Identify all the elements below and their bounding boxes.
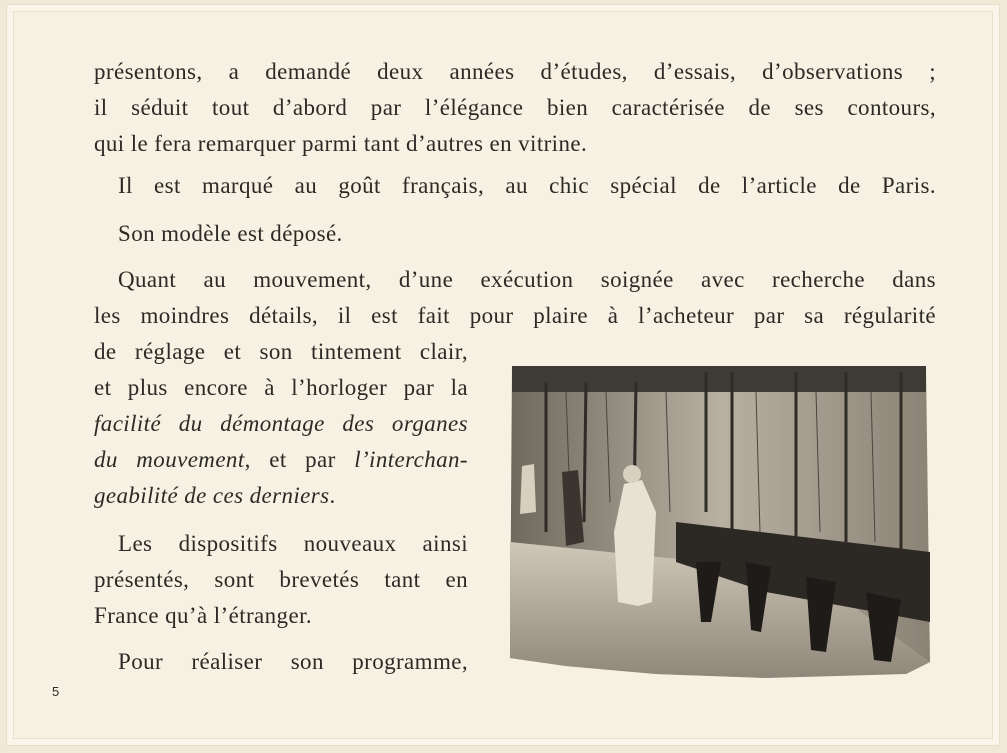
text-line: Pour réaliser son programme, [118,649,468,674]
plain-text: . [329,483,336,508]
text-line-italic [94,406,468,442]
text-line: Son modèle est déposé. [118,221,343,246]
document-page [6,4,1000,746]
italic-text: du mouvement [94,447,245,472]
page-number: 5 [52,684,60,699]
plain-text: , et par [244,447,355,472]
text-line: présentons, a demandé deux années d’études, d’essais, d’observations ; [94,59,936,84]
paragraph-program [94,644,468,680]
italic-text: facilité du démontage des organes [94,411,468,436]
text-line: Il est marqué au goût français, au chic spécial de l’article de Paris. [118,173,936,198]
text-line: et plus encore à l’horloger par la [94,375,468,400]
text-line: les moindres détails, il est fait pour plaire à l’acheteur par sa régularité [94,303,936,328]
factory-workshop-photo [506,362,932,680]
text-line: France qu’à l’étranger. [94,603,313,628]
paragraph-movement [94,262,936,334]
text-line-mixed [94,442,468,478]
text-line: il séduit tout d’abord par l’élégance bien caractérisée de ses contours, [94,95,936,120]
italic-text: geabilité de ces derniers [94,483,330,508]
text-line: Quant au mouvement, d’une exécution soignée avec recherche dans [118,267,936,292]
text-line-italic [94,478,468,514]
paragraph-patents [94,526,468,634]
paragraph-model [94,216,936,252]
text-line: présentés, sont brevetés tant en [94,567,468,592]
text-line: qui le fera remarquer parmi tant d’autres en vitrine. [94,131,588,156]
text-line: Les dispositifs nouveaux ainsi [118,531,468,556]
italic-text: l’interchan- [354,447,468,472]
paragraph-intro [94,54,936,162]
text-line: de réglage et son tintement clair, [94,339,468,364]
paragraph-movement-column [94,334,468,514]
paragraph-style [94,168,936,204]
